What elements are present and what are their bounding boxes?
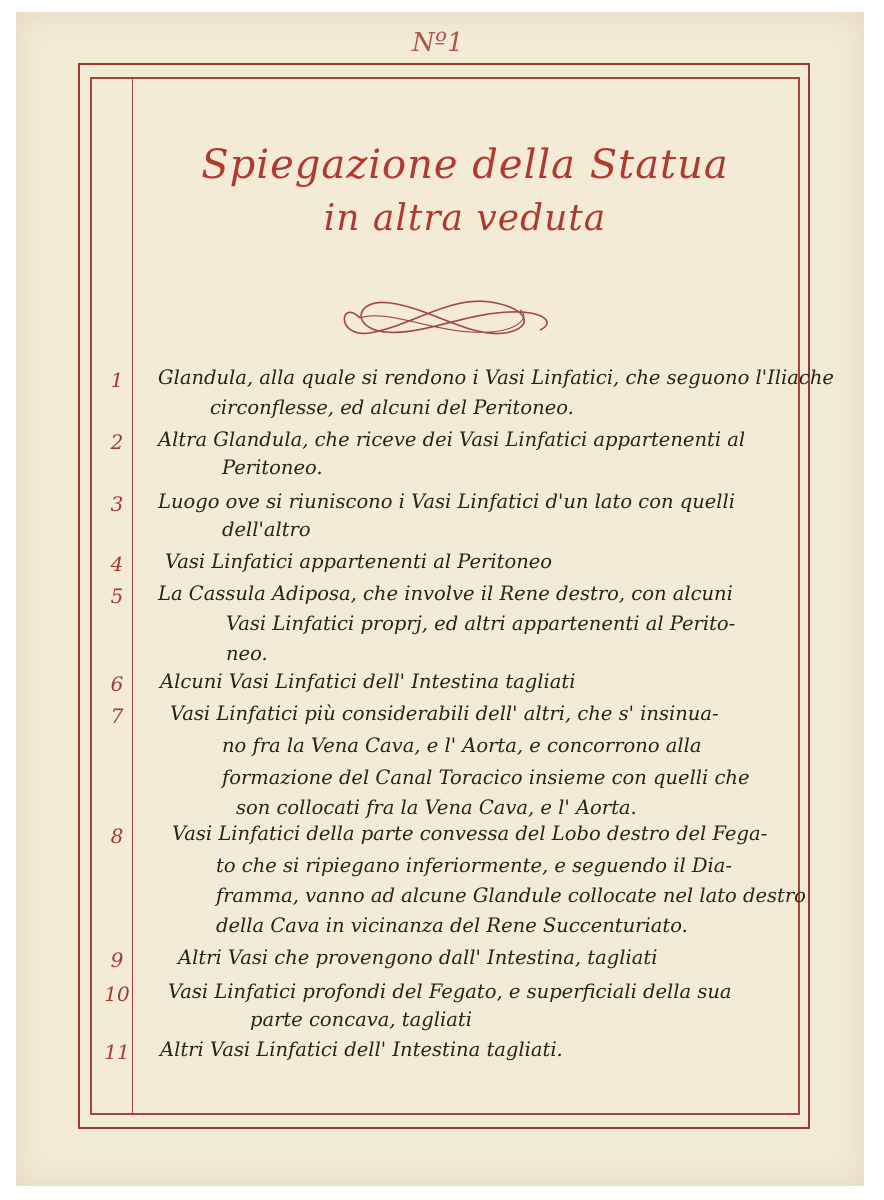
entry-text-line: to che si ripiegano inferiormente, e seguendo il Dia- xyxy=(216,854,732,877)
entry-text-line: no fra la Vena Cava, e l' Aorta, e concorrono alla xyxy=(222,734,702,757)
page-number: Nº1 xyxy=(412,28,464,58)
entry-number: 7 xyxy=(110,704,124,728)
entry-number: 3 xyxy=(110,492,124,516)
entry-number: 6 xyxy=(110,672,124,696)
entry-text-line: son collocati fra la Vena Cava, e l' Aorta. xyxy=(236,796,637,819)
entry-text-line: circonflesse, ed alcuni del Peritoneo. xyxy=(210,396,574,419)
entry-text-line: Altra Glandula, che riceve dei Vasi Linfatici appartenenti al xyxy=(158,428,746,451)
title-line-1: Spiegazione della Statua xyxy=(201,142,729,188)
entry-text-line: La Cassula Adiposa, che involve il Rene destro, con alcuni xyxy=(158,582,733,605)
entry-number: 4 xyxy=(110,552,124,576)
entry-text-line: Vasi Linfatici appartenenti al Peritoneo xyxy=(165,550,553,573)
entry-number: 1 xyxy=(110,368,124,392)
entry-text-line: framma, vanno ad alcune Glandule collocate nel lato destro xyxy=(216,884,806,907)
entry-text-line: dell'altro xyxy=(222,518,311,541)
entry-number: 10 xyxy=(104,982,130,1006)
entry-number: 9 xyxy=(110,948,124,972)
entry-text-line: della Cava in vicinanza del Rene Succenturiato. xyxy=(216,914,688,937)
entry-text-line: Vasi Linfatici più considerabili dell' altri, che s' insinua- xyxy=(170,702,719,725)
entry-number: 2 xyxy=(110,430,124,454)
entry-text-line: formazione del Canal Toracico insieme con quelli che xyxy=(222,766,750,789)
entry-number: 5 xyxy=(110,584,124,608)
entry-text-line: neo. xyxy=(226,642,268,665)
entry-text-line: Vasi Linfatici proprj, ed altri appartenenti al Perito- xyxy=(226,612,736,635)
entry-text-line: parte concava, tagliati xyxy=(250,1008,472,1031)
entry-text-line: Alcuni Vasi Linfatici dell' Intestina tagliati xyxy=(160,670,576,693)
entry-text-line: Luogo ove si riuniscono i Vasi Linfatici d'un lato con quelli xyxy=(158,490,736,513)
entry-number: 11 xyxy=(104,1040,130,1064)
entry-text-line: Altri Vasi Linfatici dell' Intestina tagliati. xyxy=(160,1038,563,1061)
entry-number: 8 xyxy=(110,824,124,848)
entry-text-line: Peritoneo. xyxy=(222,456,323,479)
entry-text-line: Vasi Linfatici profondi del Fegato, e superficiali della sua xyxy=(168,980,732,1003)
entry-text-line: Glandula, alla quale si rendono i Vasi Linfatici, che seguono l'Iliache xyxy=(158,366,834,389)
title-line-2: in altra veduta xyxy=(323,198,607,239)
calligraphic-flourish xyxy=(330,288,560,348)
entry-text-line: Altri Vasi che provengono dall' Intestina, tagliati xyxy=(178,946,658,969)
entry-text-line: Vasi Linfatici della parte convessa del Lobo destro del Fega- xyxy=(172,822,768,845)
